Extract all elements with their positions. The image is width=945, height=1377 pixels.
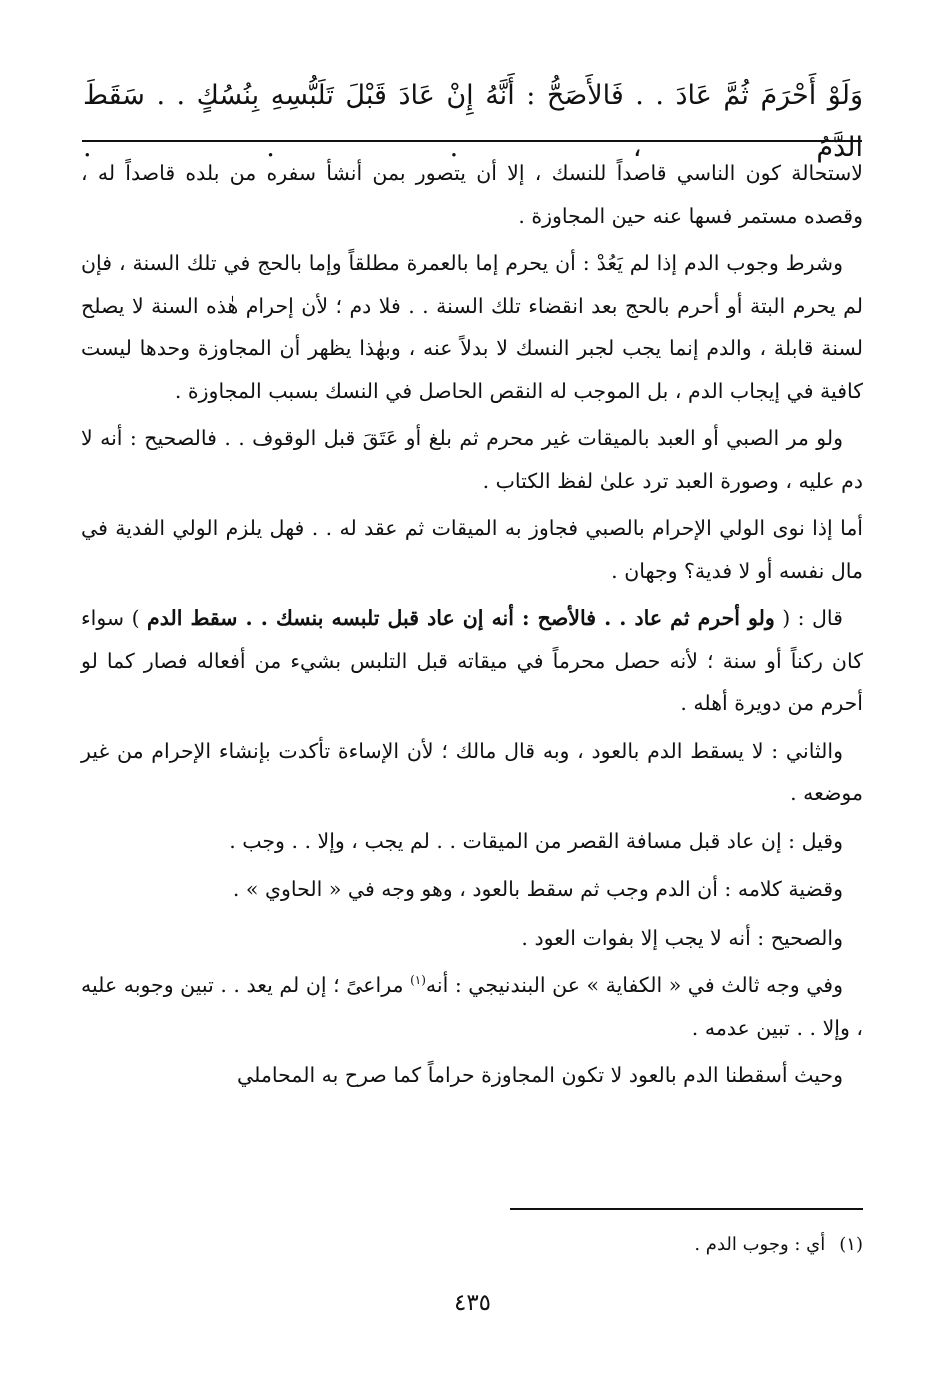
paragraph-4: أما إذا نوى الولي الإحرام بالصبي فجاوز به الميقات ثم عقد له . . فهل يلزم الولي الفدية في مال نفسه أو لا فدية؟ وجهان . — [81, 516, 863, 583]
paragraph-5-rest: سواء كان ركناً أو سنة ؛ لأنه حصل محرماً في ميقاته قبل التلبس بشيء من أفعاله فصار كما لو أحرم من دويرة أهله . — [81, 606, 863, 715]
page-number: ٤٣٥ — [453, 1290, 492, 1316]
paragraph-3: ولو مر الصبي أو العبد بالميقات غير محرم ثم بلغ أو عَتَقَ قبل الوقوف . . فالصحيح : أنه لا دم عليه ، وصورة العبد ترد علىٰ لفظ الكتاب . — [81, 426, 863, 493]
paragraph-1: لاستحالة كون الناسي قاصداً للنسك ، إلا أن يتصور بمن أنشأ سفره من بلده قاصداً له ، وقصده مستمر فسها عنه حين المجاوزة . — [81, 161, 863, 228]
paragraph-5 — [81, 597, 863, 725]
quoted-matn: ولو أحرم ثم عاد . . فالأصح : أنه إن عاد قبل تلبسه بنسك . . سقط الدم — [147, 606, 775, 630]
quote-close: ) — [131, 606, 140, 630]
paragraph-2: وشرط وجوب الدم إذا لم يَعُدْ : أن يحرم إما بالعمرة مطلقاً وإما بالحج في تلك السنة ، فإن لم يحرم البتة أو أحرم بالحج بعد انقضاء تلك السنة . . فلا دم ؛ لأن إحرام هٰذه السنة لا يصلح لسنة قابلة ، والدم إنما يجب لجبر النسك لا بدلاً عنه ، وبهٰذا يظهر أن المجاوزة وحدها ليست كافية في إيجاب الدم ، بل الموجب له النقص الحاصل في النسك بسبب المجاوزة . — [81, 251, 863, 403]
footnote-text: أي : وجوب الدم . — [694, 1234, 826, 1255]
matn-header-line: وَلَوْ أَحْرَمَ ثُمَّ عَادَ . . فَالأَصَحُّ : أَنَّهُ إِنْ عَادَ قَبْلَ تَلَبُّسِهِ بِنُسُكٍ . . سَقَطَ الدَّمُ ، . . . — [83, 80, 863, 163]
paragraph-7: وقيل : إن عاد قبل مسافة القصر من الميقات . . لم يجب ، وإلا . . وجب . — [229, 828, 843, 853]
footnote-divider — [510, 1208, 863, 1210]
footnote — [83, 1230, 863, 1260]
paragraph-8: وقضية كلامه : أن الدم وجب ثم سقط بالعود ، وهو وجه في « الحاوي » . — [232, 877, 843, 901]
paragraph-10-start: وفي وجه ثالث في « الكفاية » عن البندنيجي : أنه — [425, 973, 843, 997]
header-divider — [82, 140, 862, 142]
paragraph-11: وحيث أسقطنا الدم بالعود لا تكون المجاوزة حراماً كما صرح به المحاملي — [237, 1063, 843, 1087]
paragraph-10 — [81, 964, 863, 1049]
paragraph-9: والصحيح : أنه لا يجب إلا بفوات العود . — [521, 925, 843, 950]
commentary-body — [81, 152, 863, 1102]
qala-label: قال : ( — [782, 606, 843, 630]
paragraph-10-end: مراعىً ؛ إن لم يعد . . تبين وجوبه عليه ، وإلا . . تبين عدمه . — [81, 973, 863, 1040]
footnote-reference: (١) — [410, 973, 426, 988]
footnote-number: (١) — [839, 1234, 863, 1255]
paragraph-6: والثاني : لا يسقط الدم بالعود ، وبه قال مالك ؛ لأن الإساءة تأكدت بإنشاء الإحرام من غير موضعه . — [81, 738, 863, 805]
